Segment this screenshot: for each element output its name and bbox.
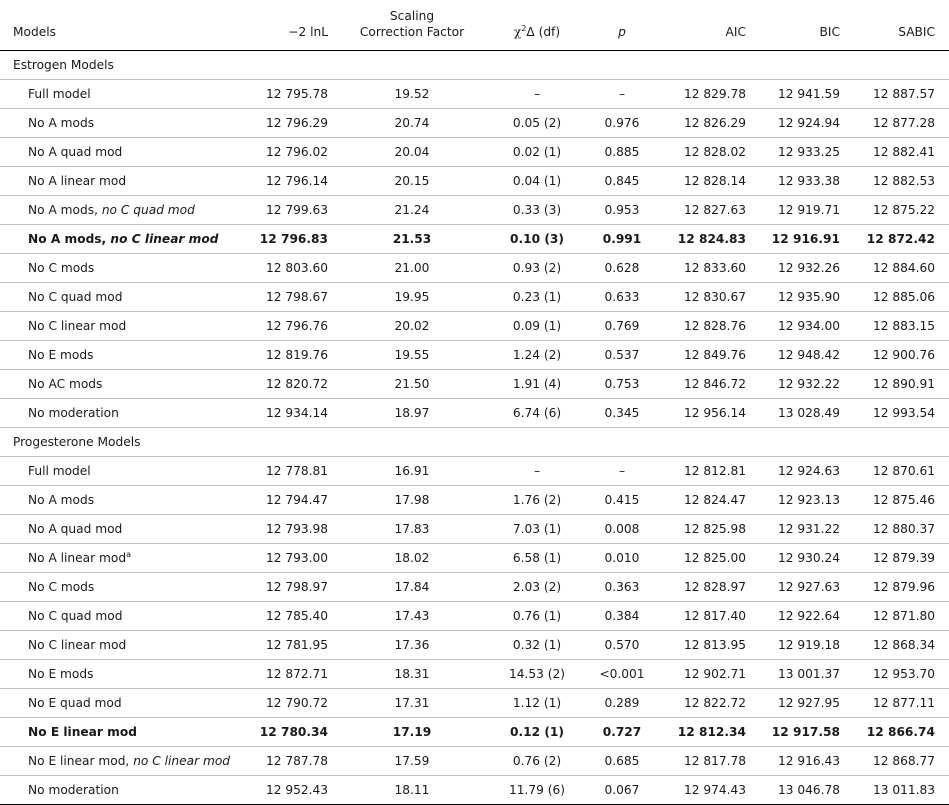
cell-chi-square-diff: 0.32 (1) <box>482 630 592 659</box>
cell-scaling-correction-factor: 18.11 <box>342 775 482 804</box>
cell-bic: 12 919.71 <box>760 195 854 224</box>
cell-scaling-correction-factor: 17.19 <box>342 717 482 746</box>
cell-model <box>0 659 254 688</box>
table-row <box>0 195 949 224</box>
model-name: No A mods, <box>28 231 111 246</box>
cell-sabic: 12 883.15 <box>854 311 949 340</box>
header-lnl: −2 lnL <box>254 0 342 50</box>
model-name: No E mods <box>28 666 94 681</box>
cell-bic: 12 923.13 <box>760 485 854 514</box>
cell-scaling-correction-factor: 20.02 <box>342 311 482 340</box>
cell-model <box>0 369 254 398</box>
table-row <box>0 340 949 369</box>
cell-lnl: 12 819.76 <box>254 340 342 369</box>
cell-model <box>0 108 254 137</box>
header-models: Models <box>0 0 254 50</box>
cell-model <box>0 775 254 804</box>
cell-sabic: 12 880.37 <box>854 514 949 543</box>
cell-chi-square-diff: 11.79 (6) <box>482 775 592 804</box>
cell-lnl: 12 796.76 <box>254 311 342 340</box>
cell-aic: 12 849.76 <box>652 340 760 369</box>
cell-p: 0.384 <box>592 601 652 630</box>
model-name: No A mods, <box>28 202 102 217</box>
cell-lnl: 12 793.98 <box>254 514 342 543</box>
cell-p: <0.001 <box>592 659 652 688</box>
cell-bic: 12 932.26 <box>760 253 854 282</box>
cell-lnl: 12 796.29 <box>254 108 342 137</box>
header-p-label: p <box>618 24 626 39</box>
cell-aic: 12 846.72 <box>652 369 760 398</box>
model-name: No A quad mod <box>28 521 123 536</box>
cell-p: 0.345 <box>592 398 652 427</box>
cell-sabic: 12 866.74 <box>854 717 949 746</box>
header-scaling-correction-factor <box>342 0 482 50</box>
table-row <box>0 137 949 166</box>
cell-scaling-correction-factor: 21.50 <box>342 369 482 398</box>
model-name: No A linear mod <box>28 550 127 565</box>
cell-scaling-correction-factor: 18.31 <box>342 659 482 688</box>
cell-sabic: 12 885.06 <box>854 282 949 311</box>
cell-model <box>0 688 254 717</box>
cell-p: 0.010 <box>592 543 652 572</box>
cell-model <box>0 137 254 166</box>
cell-p: – <box>592 456 652 485</box>
cell-lnl: 12 780.34 <box>254 717 342 746</box>
model-name: Full model <box>28 463 91 478</box>
model-name: No E linear mod, <box>28 753 134 768</box>
table-row <box>0 630 949 659</box>
cell-lnl: 12 778.81 <box>254 456 342 485</box>
cell-model <box>0 398 254 427</box>
cell-bic: 12 927.95 <box>760 688 854 717</box>
cell-scaling-correction-factor: 19.52 <box>342 79 482 108</box>
cell-p: 0.753 <box>592 369 652 398</box>
cell-bic: 12 941.59 <box>760 79 854 108</box>
footnote-marker: a <box>126 549 131 559</box>
cell-p: 0.685 <box>592 746 652 775</box>
table-row <box>0 717 949 746</box>
cell-model <box>0 340 254 369</box>
table-header <box>0 0 949 50</box>
cell-sabic: 12 877.11 <box>854 688 949 717</box>
model-name: No E mods <box>28 347 94 362</box>
cell-bic: 12 917.58 <box>760 717 854 746</box>
cell-chi-square-diff: 0.12 (1) <box>482 717 592 746</box>
cell-scaling-correction-factor: 17.98 <box>342 485 482 514</box>
cell-lnl: 12 798.97 <box>254 572 342 601</box>
cell-bic: 12 930.24 <box>760 543 854 572</box>
header-p <box>592 0 652 50</box>
cell-chi-square-diff: 1.24 (2) <box>482 340 592 369</box>
cell-aic: 12 828.02 <box>652 137 760 166</box>
cell-scaling-correction-factor: 18.02 <box>342 543 482 572</box>
model-name: No A linear mod <box>28 173 127 188</box>
cell-lnl: 12 796.14 <box>254 166 342 195</box>
cell-model <box>0 601 254 630</box>
model-name: No E quad mod <box>28 695 122 710</box>
cell-aic: 12 812.81 <box>652 456 760 485</box>
table-row <box>0 108 949 137</box>
cell-sabic: 12 871.80 <box>854 601 949 630</box>
cell-chi-square-diff: 6.58 (1) <box>482 543 592 572</box>
cell-scaling-correction-factor: 21.53 <box>342 224 482 253</box>
model-name: No A mods <box>28 492 95 507</box>
cell-bic: 12 916.91 <box>760 224 854 253</box>
cell-lnl: 12 820.72 <box>254 369 342 398</box>
cell-sabic: 12 875.22 <box>854 195 949 224</box>
cell-aic: 12 833.60 <box>652 253 760 282</box>
model-name: No C quad mod <box>28 289 123 304</box>
cell-chi-square-diff: 2.03 (2) <box>482 572 592 601</box>
cell-lnl: 12 793.00 <box>254 543 342 572</box>
cell-p: 0.628 <box>592 253 652 282</box>
cell-p: 0.633 <box>592 282 652 311</box>
cell-p: 0.570 <box>592 630 652 659</box>
table-row <box>0 775 949 804</box>
header-bic: BIC <box>760 0 854 50</box>
cell-aic: 12 812.34 <box>652 717 760 746</box>
cell-scaling-correction-factor: 17.36 <box>342 630 482 659</box>
cell-chi-square-diff: 0.05 (2) <box>482 108 592 137</box>
cell-scaling-correction-factor: 17.83 <box>342 514 482 543</box>
cell-bic: 13 001.37 <box>760 659 854 688</box>
cell-aic: 12 817.78 <box>652 746 760 775</box>
cell-p: 0.991 <box>592 224 652 253</box>
cell-lnl: 12 796.83 <box>254 224 342 253</box>
cell-sabic: 13 011.83 <box>854 775 949 804</box>
cell-lnl: 12 785.40 <box>254 601 342 630</box>
table-row <box>0 543 949 572</box>
cell-p: 0.976 <box>592 108 652 137</box>
cell-sabic: 12 890.91 <box>854 369 949 398</box>
header-aic: AIC <box>652 0 760 50</box>
cell-bic: 12 932.22 <box>760 369 854 398</box>
section-header-row <box>0 50 949 79</box>
cell-chi-square-diff: 6.74 (6) <box>482 398 592 427</box>
cell-lnl: 12 787.78 <box>254 746 342 775</box>
cell-aic: 12 822.72 <box>652 688 760 717</box>
model-name: No C mods <box>28 579 95 594</box>
table-row <box>0 485 949 514</box>
cell-lnl: 12 798.67 <box>254 282 342 311</box>
table-row <box>0 746 949 775</box>
table-row <box>0 79 949 108</box>
model-name: No E linear mod <box>28 724 137 739</box>
cell-model <box>0 746 254 775</box>
cell-p: 0.727 <box>592 717 652 746</box>
cell-scaling-correction-factor: 19.95 <box>342 282 482 311</box>
cell-model <box>0 717 254 746</box>
cell-lnl: 12 803.60 <box>254 253 342 282</box>
cell-chi-square-diff: – <box>482 456 592 485</box>
cell-sabic: 12 953.70 <box>854 659 949 688</box>
table-row <box>0 456 949 485</box>
cell-bic: 12 922.64 <box>760 601 854 630</box>
header-scf-line2: Correction Factor <box>359 24 465 39</box>
model-name-italic: no C quad mod <box>101 202 195 217</box>
cell-bic: 12 927.63 <box>760 572 854 601</box>
cell-scaling-correction-factor: 18.97 <box>342 398 482 427</box>
cell-lnl: 12 794.47 <box>254 485 342 514</box>
cell-model <box>0 311 254 340</box>
model-name: No moderation <box>28 405 119 420</box>
cell-scaling-correction-factor: 17.59 <box>342 746 482 775</box>
cell-sabic: 12 884.60 <box>854 253 949 282</box>
cell-aic: 12 828.97 <box>652 572 760 601</box>
cell-p: 0.769 <box>592 311 652 340</box>
cell-model <box>0 253 254 282</box>
cell-model <box>0 514 254 543</box>
cell-sabic: 12 879.96 <box>854 572 949 601</box>
model-name: No C linear mod <box>28 318 127 333</box>
cell-model <box>0 282 254 311</box>
cell-model <box>0 195 254 224</box>
cell-bic: 12 919.18 <box>760 630 854 659</box>
cell-aic: 12 830.67 <box>652 282 760 311</box>
header-sabic: SABIC <box>854 0 949 50</box>
cell-aic: 12 828.14 <box>652 166 760 195</box>
cell-aic: 12 974.43 <box>652 775 760 804</box>
cell-bic: 12 924.63 <box>760 456 854 485</box>
cell-aic: 12 817.40 <box>652 601 760 630</box>
cell-bic: 12 934.00 <box>760 311 854 340</box>
cell-chi-square-diff: 1.76 (2) <box>482 485 592 514</box>
model-name: No A mods <box>28 115 95 130</box>
cell-aic: 12 956.14 <box>652 398 760 427</box>
cell-model <box>0 572 254 601</box>
cell-p: 0.363 <box>592 572 652 601</box>
table-row <box>0 224 949 253</box>
cell-chi-square-diff: 0.76 (1) <box>482 601 592 630</box>
model-name: No A quad mod <box>28 144 123 159</box>
table-row <box>0 166 949 195</box>
cell-model <box>0 79 254 108</box>
model-name: No C quad mod <box>28 608 123 623</box>
table-row <box>0 514 949 543</box>
table-row <box>0 369 949 398</box>
model-name: No C mods <box>28 260 95 275</box>
cell-scaling-correction-factor: 16.91 <box>342 456 482 485</box>
table-row <box>0 282 949 311</box>
model-name: No AC mods <box>28 376 103 391</box>
cell-sabic: 12 872.42 <box>854 224 949 253</box>
cell-sabic: 12 875.46 <box>854 485 949 514</box>
cell-lnl: 12 796.02 <box>254 137 342 166</box>
cell-model <box>0 166 254 195</box>
cell-model <box>0 224 254 253</box>
cell-sabic: 12 870.61 <box>854 456 949 485</box>
cell-sabic: 12 882.53 <box>854 166 949 195</box>
cell-model <box>0 456 254 485</box>
cell-chi-square-diff: 0.76 (2) <box>482 746 592 775</box>
cell-chi-square-diff: 0.10 (3) <box>482 224 592 253</box>
section-title: Estrogen Models <box>0 50 949 79</box>
cell-chi-square-diff: 1.12 (1) <box>482 688 592 717</box>
cell-sabic: 12 882.41 <box>854 137 949 166</box>
cell-bic: 12 916.43 <box>760 746 854 775</box>
table-row <box>0 572 949 601</box>
cell-sabic: 12 993.54 <box>854 398 949 427</box>
table-row <box>0 398 949 427</box>
cell-sabic: 12 868.34 <box>854 630 949 659</box>
header-row <box>0 0 949 50</box>
cell-sabic: 12 900.76 <box>854 340 949 369</box>
model-name: Full model <box>28 86 91 101</box>
cell-aic: 12 826.29 <box>652 108 760 137</box>
cell-aic: 12 829.78 <box>652 79 760 108</box>
chi-symbol: χ <box>513 24 522 39</box>
model-name: No moderation <box>28 782 119 797</box>
table-row <box>0 659 949 688</box>
cell-aic: 12 902.71 <box>652 659 760 688</box>
cell-sabic: 12 868.77 <box>854 746 949 775</box>
cell-aic: 12 825.98 <box>652 514 760 543</box>
cell-bic: 12 924.94 <box>760 108 854 137</box>
cell-chi-square-diff: – <box>482 79 592 108</box>
cell-chi-square-diff: 0.33 (3) <box>482 195 592 224</box>
cell-p: 0.415 <box>592 485 652 514</box>
cell-p: 0.537 <box>592 340 652 369</box>
cell-bic: 13 028.49 <box>760 398 854 427</box>
cell-lnl: 12 799.63 <box>254 195 342 224</box>
cell-aic: 12 828.76 <box>652 311 760 340</box>
cell-lnl: 12 781.95 <box>254 630 342 659</box>
cell-chi-square-diff: 0.23 (1) <box>482 282 592 311</box>
table-row <box>0 601 949 630</box>
cell-lnl: 12 952.43 <box>254 775 342 804</box>
cell-bic: 12 935.90 <box>760 282 854 311</box>
cell-bic: 12 948.42 <box>760 340 854 369</box>
cell-scaling-correction-factor: 19.55 <box>342 340 482 369</box>
cell-chi-square-diff: 0.02 (1) <box>482 137 592 166</box>
cell-model <box>0 543 254 572</box>
cell-chi-square-diff: 0.04 (1) <box>482 166 592 195</box>
cell-aic: 12 825.00 <box>652 543 760 572</box>
cell-model <box>0 485 254 514</box>
section-title: Progesterone Models <box>0 427 949 456</box>
cell-p: 0.885 <box>592 137 652 166</box>
cell-bic: 12 933.38 <box>760 166 854 195</box>
cell-bic: 12 933.25 <box>760 137 854 166</box>
cell-scaling-correction-factor: 21.00 <box>342 253 482 282</box>
cell-p: 0.845 <box>592 166 652 195</box>
cell-scaling-correction-factor: 21.24 <box>342 195 482 224</box>
model-name-italic: no C linear mod <box>110 231 219 246</box>
table-row <box>0 311 949 340</box>
cell-chi-square-diff: 7.03 (1) <box>482 514 592 543</box>
model-name-italic: no C linear mod <box>133 753 231 768</box>
cell-aic: 12 824.47 <box>652 485 760 514</box>
cell-p: 0.289 <box>592 688 652 717</box>
cell-p: 0.953 <box>592 195 652 224</box>
cell-sabic: 12 887.57 <box>854 79 949 108</box>
cell-chi-square-diff: 14.53 (2) <box>482 659 592 688</box>
cell-bic: 13 046.78 <box>760 775 854 804</box>
cell-aic: 12 813.95 <box>652 630 760 659</box>
cell-p: – <box>592 79 652 108</box>
chi-superscript: 2 <box>521 23 527 33</box>
table-body <box>0 50 949 804</box>
cell-bic: 12 931.22 <box>760 514 854 543</box>
cell-aic: 12 824.83 <box>652 224 760 253</box>
cell-scaling-correction-factor: 20.04 <box>342 137 482 166</box>
table-row <box>0 253 949 282</box>
cell-lnl: 12 790.72 <box>254 688 342 717</box>
cell-lnl: 12 934.14 <box>254 398 342 427</box>
cell-scaling-correction-factor: 20.15 <box>342 166 482 195</box>
cell-scaling-correction-factor: 17.31 <box>342 688 482 717</box>
cell-scaling-correction-factor: 17.84 <box>342 572 482 601</box>
cell-p: 0.008 <box>592 514 652 543</box>
cell-lnl: 12 795.78 <box>254 79 342 108</box>
cell-lnl: 12 872.71 <box>254 659 342 688</box>
cell-chi-square-diff: 0.93 (2) <box>482 253 592 282</box>
cell-scaling-correction-factor: 20.74 <box>342 108 482 137</box>
cell-p: 0.067 <box>592 775 652 804</box>
header-scf-line1: Scaling <box>389 8 435 23</box>
cell-sabic: 12 877.28 <box>854 108 949 137</box>
cell-chi-square-diff: 1.91 (4) <box>482 369 592 398</box>
cell-scaling-correction-factor: 17.43 <box>342 601 482 630</box>
section-header-row <box>0 427 949 456</box>
chi-rest: Δ (df) <box>526 24 561 39</box>
cell-aic: 12 827.63 <box>652 195 760 224</box>
cell-chi-square-diff: 0.09 (1) <box>482 311 592 340</box>
table-row <box>0 688 949 717</box>
model-name: No C linear mod <box>28 637 127 652</box>
cell-sabic: 12 879.39 <box>854 543 949 572</box>
header-chi-square-diff <box>482 0 592 50</box>
cell-model <box>0 630 254 659</box>
